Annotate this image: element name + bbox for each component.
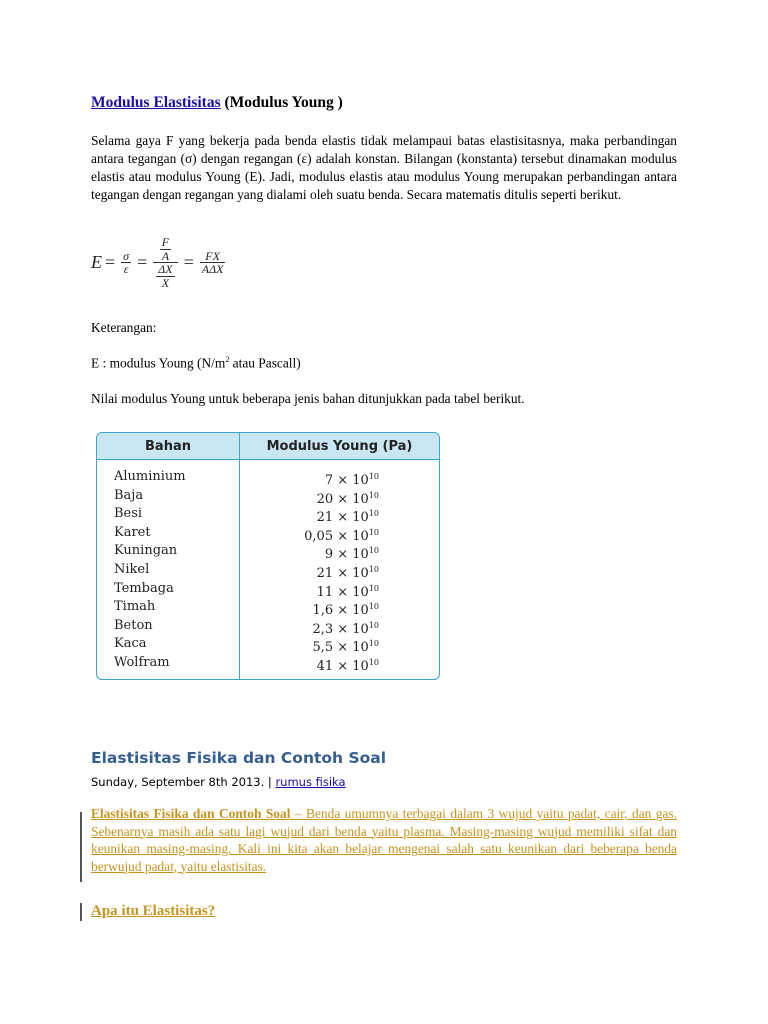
table-cell-bahan: Besi <box>114 506 143 522</box>
header-modulus: Modulus Young (Pa) <box>266 438 413 454</box>
keterangan-label: Keterangan: <box>91 320 157 335</box>
table-cell-modulus: $11 \times 10^{10}$ <box>316 583 379 600</box>
bahan-column <box>97 460 240 680</box>
article-intro <box>91 805 677 875</box>
intro-text: – Benda umumnya terbagai dalam 3 wujud yaitu padat, cair, dan gas. Sebenarnya masih ada satu lagi wujud dari benda yaitu plasma. Masing-masing wujud memiliki sifat dan keunikan masing-masing. Kali ini kita akan belajar mengenai salah satu keunikan dari beberapa benda berwujud padat, yaitu elastisitas. <box>91 806 677 874</box>
table-cell-bahan: Aluminium <box>114 469 186 484</box>
article-meta <box>91 775 346 789</box>
subheading: Apa itu Elastisitas? <box>91 903 216 919</box>
table-cell-modulus: $2,3 \times 10^{10}$ <box>312 620 379 637</box>
young-modulus-table <box>96 432 440 680</box>
table-cell-modulus: $9 \times 10^{10}$ <box>324 546 379 563</box>
table-cell-modulus: $20 \times 10^{10}$ <box>316 490 379 507</box>
table-cell-modulus: $7 \times 10^{10}$ <box>324 472 379 488</box>
formula-E: E <box>91 252 102 273</box>
fraction-compound: $\frac{\frac{F}{A}}{\frac{\Delta X}{X}}$ <box>153 236 177 289</box>
table-cell-bahan: Wolfram <box>114 654 170 670</box>
section-heading <box>91 94 343 112</box>
fraction-fx-adx: $\frac{FX}{\text{AΔX}}$ <box>201 248 224 277</box>
fraction-sigma-eps: $\frac{\sigma}{\varepsilon}$ <box>123 248 130 277</box>
table-cell-bahan: Karet <box>114 524 151 540</box>
table-cell-modulus: $21 \times 10^{10}$ <box>316 564 379 581</box>
table-cell-bahan: Tembaga <box>114 580 174 596</box>
table-cell-bahan: Nikel <box>114 561 150 577</box>
table-cell-bahan: Kuningan <box>114 543 178 559</box>
table-cell-modulus: $1,6 \times 10^{10}$ <box>312 602 379 619</box>
subheading-bar <box>80 903 82 921</box>
table-cell-bahan: Timah <box>114 599 156 615</box>
header-bahan: Bahan <box>97 433 240 459</box>
post-date: Sunday, September 8th 2013. | <box>91 775 276 789</box>
young-modulus-formula: E = $\frac{\sigma}{\varepsilon}$ = $\frac{\frac{F}{A}}{\frac{\Delta X}{X}}$ = $\frac{FX}{\text{AΔX}}$ <box>91 235 224 290</box>
intro-paragraph: Selama gaya F yang bekerja pada benda elastis tidak melampaui batas elastisitasnya, maka perbandingan antara tegangan (σ) dengan regangan (ε) adalah konstan. Bilangan (konstanta) tersebut dinamakan modulus elastis atau modulus Young (E). Jadi, modulus elastis atau modulus Young merupakan perbandingan antara tegangan dengan regangan yang dialami oleh suatu benda. Secara matematis ditulis seperti berikut. <box>91 133 677 202</box>
table-header <box>97 433 439 460</box>
intro-bold: Elastisitas Fisika dan Contoh Soal <box>91 806 291 821</box>
table-body <box>97 460 439 680</box>
table-cell-bahan: Beton <box>114 617 153 633</box>
heading-rest: (Modulus Young ) <box>220 94 343 111</box>
table-cell-modulus: $41 \times 10^{10}$ <box>316 657 379 674</box>
definition-line: E : modulus Young ($N/m^2$ atau Pascall) <box>91 355 301 371</box>
modulus-elastisitas-link[interactable]: Modulus Elastisitas <box>91 94 221 111</box>
table-cell-bahan: Baja <box>114 487 144 503</box>
table-cell-modulus: $5,5 \times 10^{10}$ <box>312 639 379 656</box>
article-title: Elastisitas Fisika dan Contoh Soal <box>91 749 387 767</box>
table-cell-modulus: $21 \times 10^{10}$ <box>316 509 379 526</box>
quote-bar <box>80 812 82 882</box>
table-cell-modulus: $0,05 \times 10^{10}$ <box>304 527 379 544</box>
table-intro: Nilai modulus Young untuk beberapa jenis bahan ditunjukkan pada tabel berikut. <box>91 391 525 406</box>
table-cell-bahan: Kaca <box>114 636 147 652</box>
modulus-column <box>240 460 439 680</box>
category-link[interactable]: rumus fisika <box>275 775 346 789</box>
